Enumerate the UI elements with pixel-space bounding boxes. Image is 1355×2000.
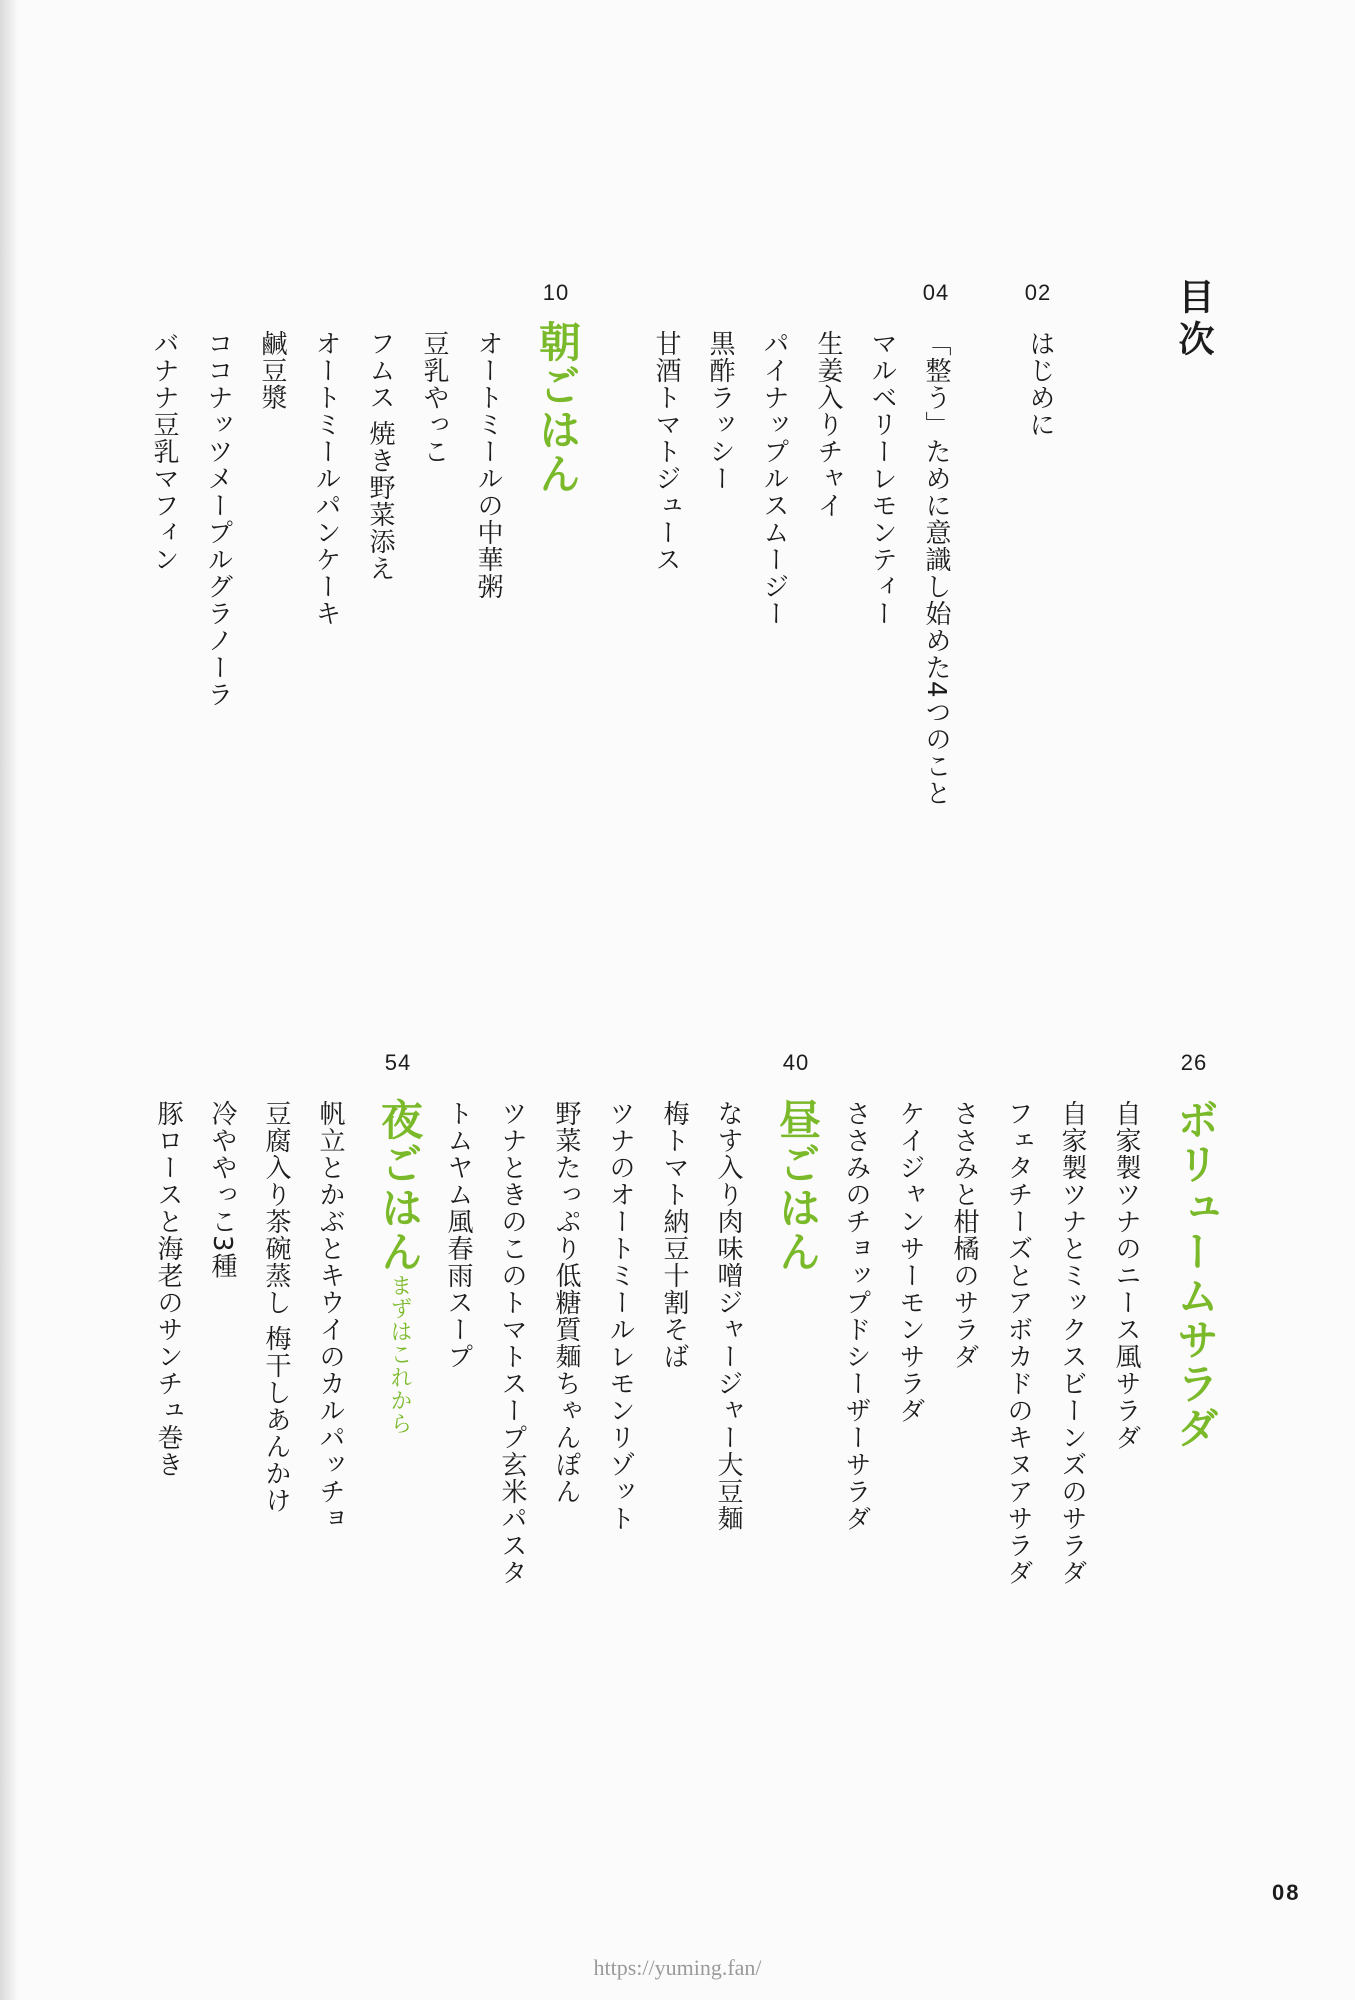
toc-item[interactable]: 鹹豆漿: [257, 330, 287, 411]
section-heading-breakfast: 朝ごはん: [533, 320, 582, 496]
toc-item[interactable]: 黒酢ラッシー: [705, 330, 735, 492]
page-ref-lunch: 40: [782, 1050, 810, 1075]
page-ref-dinner: 54: [384, 1050, 412, 1075]
section-subheading-dinner: まずはこれから: [387, 1274, 412, 1435]
toc-item[interactable]: 冷ややっこ3種: [207, 1100, 237, 1280]
toc-item[interactable]: 野菜たっぷり低糖質麺ちゃんぽん: [551, 1100, 581, 1505]
page-ref-essentials: 04: [922, 280, 950, 305]
toc-item[interactable]: ささみのチョップドシーザーサラダ: [841, 1100, 871, 1532]
toc-item[interactable]: 梅トマト納豆十割そば: [659, 1100, 689, 1370]
toc-item[interactable]: トムヤム風春雨スープ: [443, 1100, 473, 1370]
toc-item[interactable]: ツナのオートミールレモンリゾット: [605, 1100, 635, 1532]
section-heading-lunch: 昼ごはん: [773, 1098, 822, 1274]
page-ref-breakfast: 10: [542, 280, 570, 305]
section-heading-dinner-title: 夜ごはん: [375, 1098, 424, 1274]
toc-item[interactable]: 甘酒トマトジュース: [651, 330, 681, 573]
page-edge-shadow: [0, 0, 18, 2000]
toc-item[interactable]: オートミールの中華粥: [473, 330, 503, 600]
page-ref-salad: 26: [1180, 1050, 1208, 1075]
toc-item[interactable]: 生姜入りチャイ: [813, 330, 843, 519]
toc-item[interactable]: ココナッツメープルグラノーラ: [203, 330, 233, 708]
section-heading-salad: ボリュームサラダ: [1171, 1098, 1220, 1450]
toc-item[interactable]: なす入り肉味噌ジャージャー大豆麺: [713, 1100, 743, 1532]
toc-item[interactable]: ツナときのこのトマトスープ玄米パスタ: [497, 1100, 527, 1586]
toc-item[interactable]: オートミールパンケーキ: [311, 330, 341, 627]
page-ref-intro: 02: [1024, 280, 1052, 305]
toc-item[interactable]: パイナップルスムージー: [759, 330, 789, 627]
page-title: 目次: [1173, 278, 1214, 362]
page-number: 08: [1272, 1880, 1301, 1905]
watermark-url: https://yuming.fan/: [593, 1955, 762, 1980]
toc-item[interactable]: 豆乳やっこ: [419, 330, 449, 465]
toc-item[interactable]: マルベリーレモンティー: [867, 330, 897, 627]
toc-item[interactable]: 自家製ツナとミックスビーンズのサラダ: [1057, 1100, 1087, 1586]
toc-item[interactable]: フェタチーズとアボカドのキヌアサラダ: [1003, 1100, 1033, 1586]
toc-item[interactable]: 自家製ツナのニース風サラダ: [1111, 1100, 1141, 1451]
toc-item[interactable]: 帆立とかぶとキウイのカルパッチョ: [315, 1100, 345, 1532]
section-heading-dinner: [374, 1098, 424, 1435]
toc-item-intro[interactable]: はじめに: [1025, 330, 1055, 438]
toc-item[interactable]: フムス 焼き野菜添え: [365, 330, 395, 583]
toc-item[interactable]: ささみと柑橘のサラダ: [949, 1100, 979, 1370]
toc-item[interactable]: ケイジャンサーモンサラダ: [895, 1100, 925, 1424]
toc-item[interactable]: 「整う」ために意識し始めた4つのこと: [921, 330, 951, 807]
toc-item[interactable]: 豚ロースと海老のサンチュ巻き: [153, 1100, 183, 1478]
toc-item[interactable]: バナナ豆乳マフィン: [149, 330, 179, 573]
toc-item[interactable]: 豆腐入り茶碗蒸し 梅干しあんかけ: [261, 1100, 291, 1515]
